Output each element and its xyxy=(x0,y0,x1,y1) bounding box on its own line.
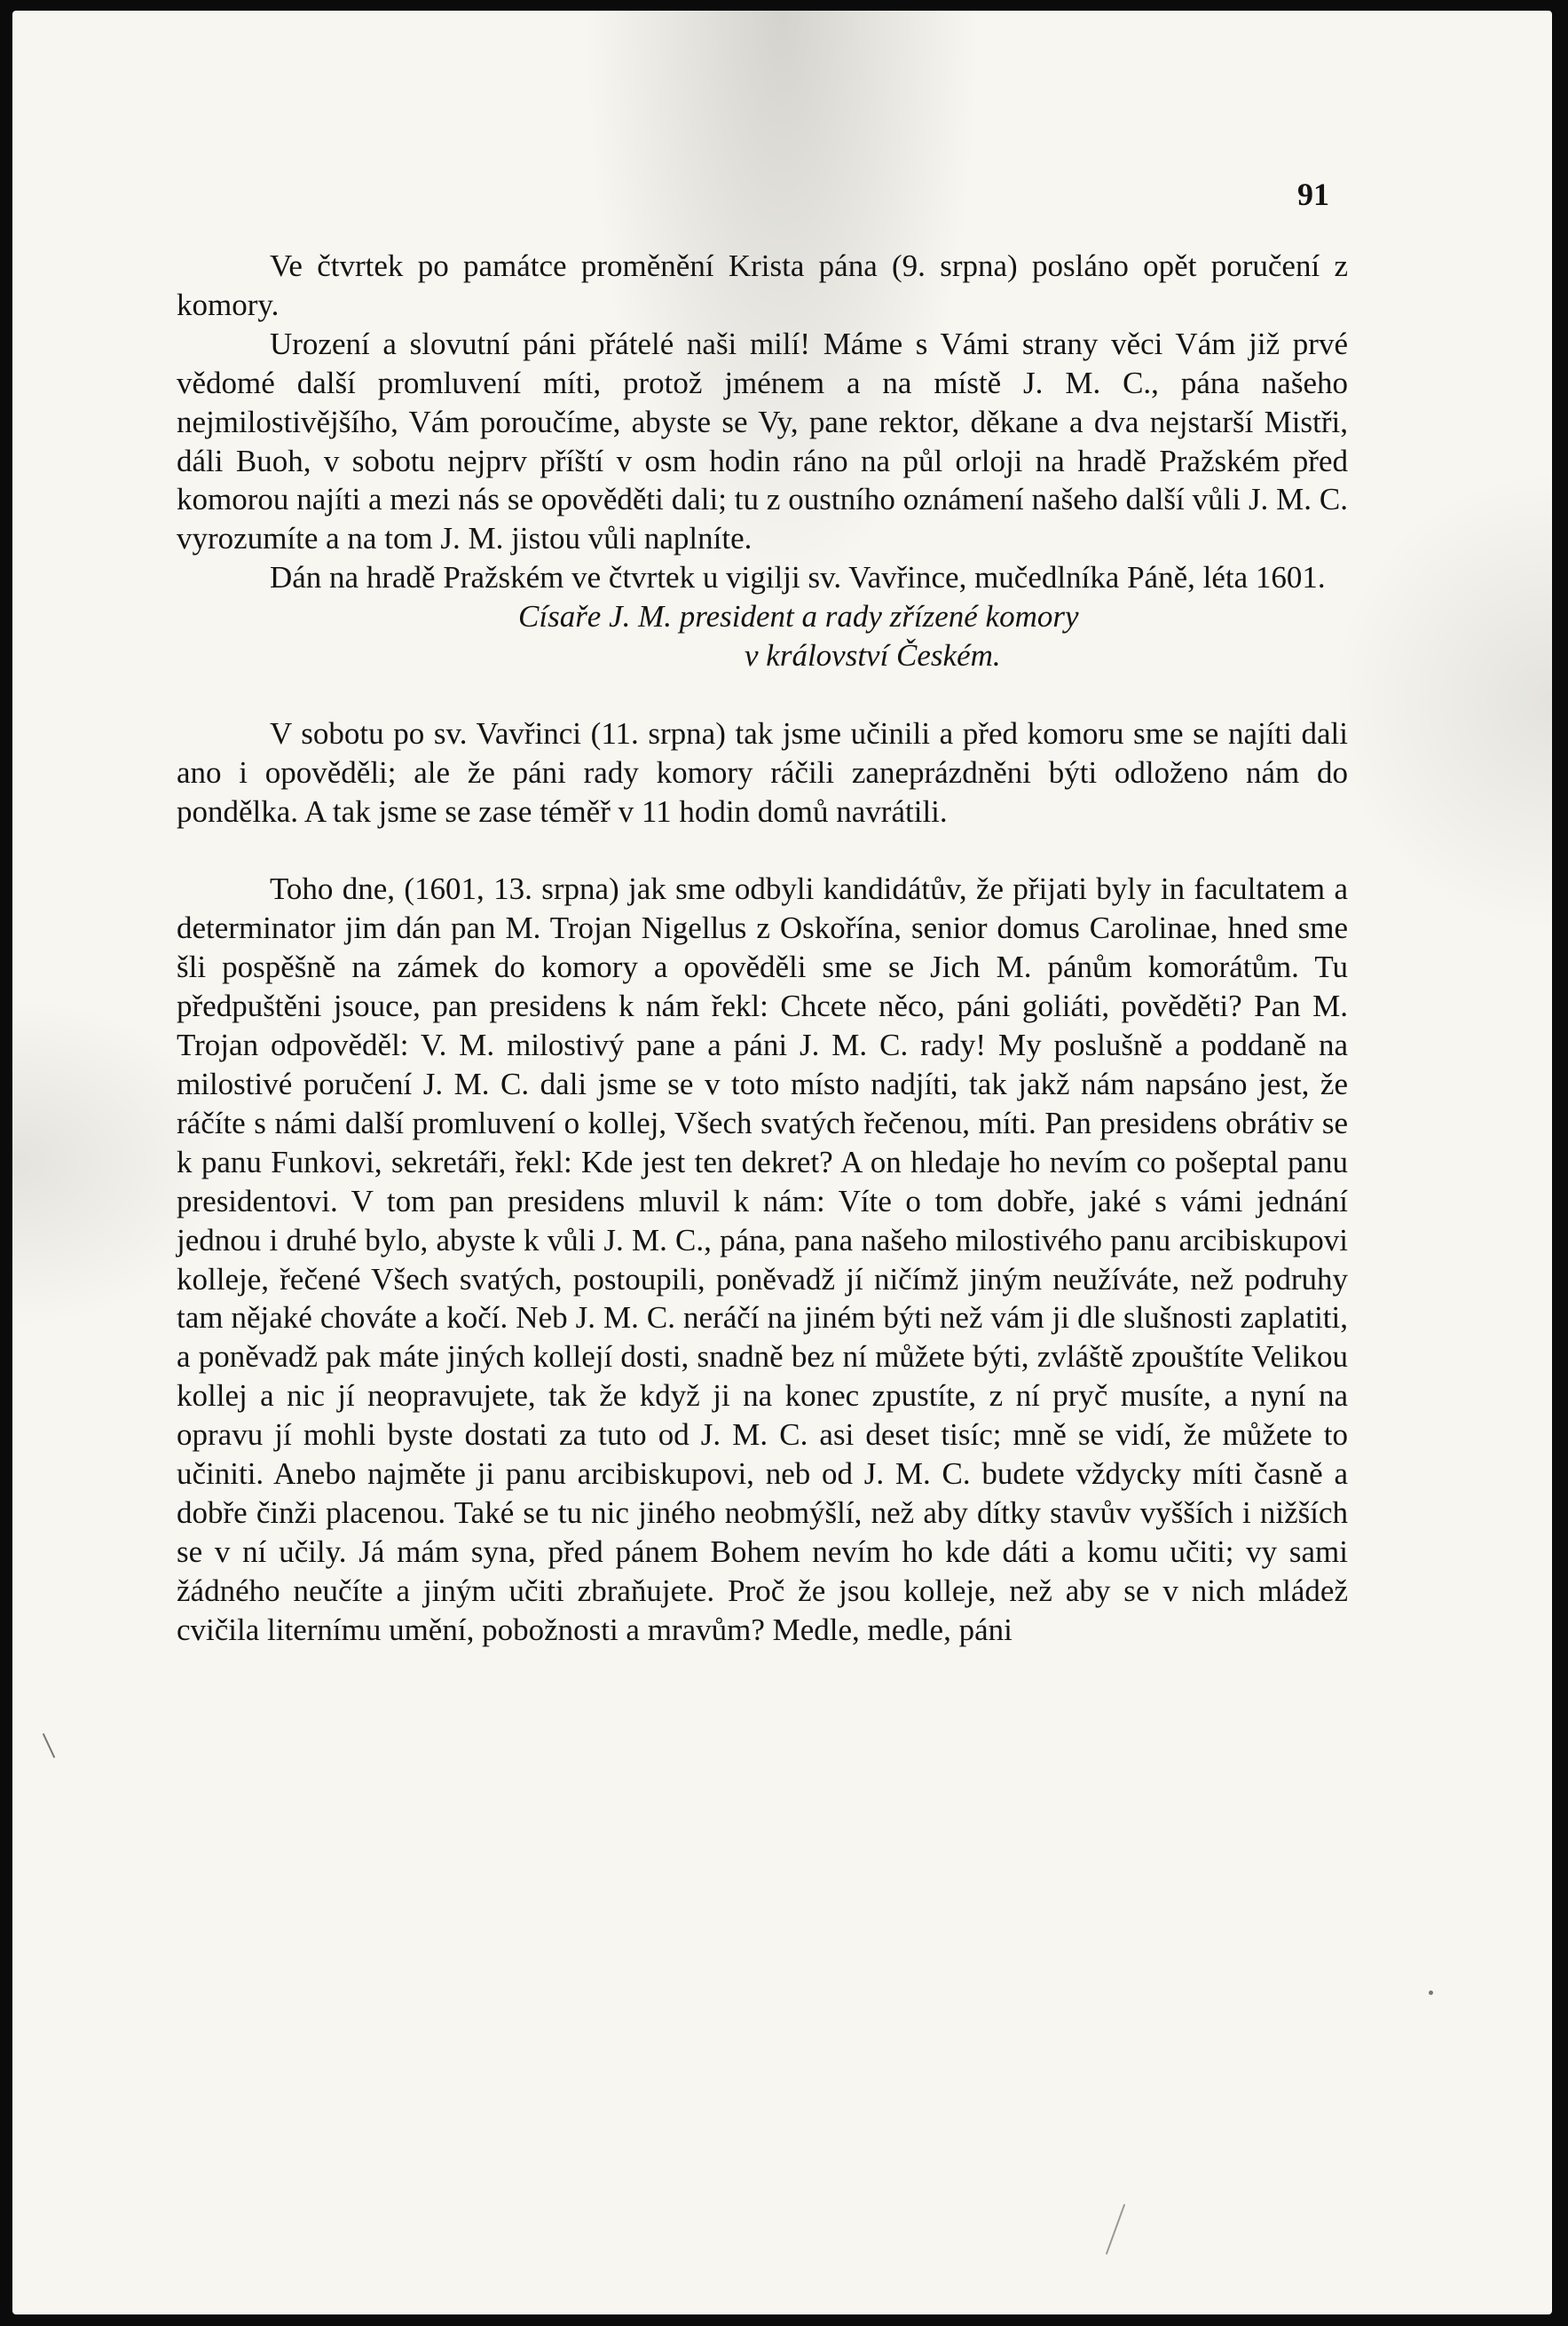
signature-line-2: v království Českém. xyxy=(745,638,1001,674)
page-number: 91 xyxy=(1297,177,1329,212)
page-body xyxy=(177,247,1348,1650)
paragraph-intro: Ve čtvrtek po památce proměnění Krista pána (9. srpna) posláno opět poručení z komory. xyxy=(177,248,1348,322)
signature-line-1: Císaře J. M. president a rady zřízené komory xyxy=(518,599,1079,635)
paragraph-saturday: V sobotu po sv. Vavřinci (11. srpna) tak jsme učinili a před komoru sme se najíti dali ano i opověděli; ale že páni rady komory ráčili zaneprázdněni býti odloženo nám do pondělka. A tak jsme se zase téměř v 11 hodin domů navrátili. xyxy=(177,715,1348,829)
book-page xyxy=(12,11,1552,2314)
margin-mark xyxy=(1106,2204,1125,2254)
paragraph-dated: Dán na hradě Pražském ve čtvrtek u vigilji sv. Vavřince, mučedlníka Páně, léta 1601. xyxy=(270,560,1326,595)
paragraph-same-day: Toho dne, (1601, 13. srpna) jak sme odbyli kandidátův, že přijati byly in facultatem a determinator jim dán pan M. Trojan Nigellus z Oskořína, senior domus Carolinae, hned sme šli pospěšně na zámek do komory a opověděli sme se Jich M. pánům komorátům. Tu předpuštěni jsouce, pan presidens k nám řekl: Chcete něco, páni goliáti, pověděti? Pan M. Trojan odpověděl: V. M. milostivý pane a páni J. M. C. rady! My poslušně a poddaně na milostivé poručení J. M. C. dali jsme se v toto místo nadjíti, tak jakž nám napsáno jest, že ráčíte s námi další promluvení o kollej, Všech svatých řečenou, míti. Pan presidens obrátiv se k panu Funkovi, sekretáři, řekl: Kde jest ten dekret? A on hledaje ho nevím co pošeptal panu presidentovi. V tom pan presidens mluvil k nám: Víte o tom dobře, jaké s vámi jednání jednou i druhé bylo, abyste k vůli J. M. C., pána, pana našeho milostivého panu arcibiskupovi kolleje, řečené Všech svatých, postoupili, poněvadž jí ničímž jiným neužíváte, než podruhy tam nějaké chováte a kočí. Neb J. M. C. neráčí na jiném býti než vám ji dle slušnosti zaplatiti, a poněvadž pak máte jiných kollejí dosti, snadně bez ní můžete býti, zvláště zpouštíte Velikou kollej a nic jí neopravujete, tak že když ji na konec zpustíte, z ní pryč musíte, a nyní na opravu jí mohli byste dostati za tuto od J. M. C. asi deset tisíc; mně se vidí, že můžete to učiniti. Anebo najměte ji panu arcibiskupovi, neb od J. M. C. budete vždycky míti časně a dobře činži placenou. Také se tu nic jiného neobmýšlí, než aby dítky stavův vyšších i nižších se v ní učily. Já mám syna, před pánem Bohem nevím ho kde dáti a komu učiti; vy sami žádného neučíte a jiným učiti zbraňujete. Proč že jsou kolleje, než aby se v nich mládež cvičila liternímu umění, pobožnosti a mravům? Medle, medle, páni xyxy=(177,871,1348,1647)
margin-mark xyxy=(43,1733,55,1758)
paragraph-letter: Urození a slovutní páni přátelé naši milí! Máme s Vámi strany věci Vám již prvé vědomé další promluvení míti, protož jménem a na místě J. M. C., pána našeho nejmilostivějšího, Vám poroučíme, abyste se Vy, pane rektor, děkane a dva nejstarší Mistři, dáli Buoh, v sobotu nejprv příští v osm hodin ráno na půl orloji na hradě Pražském před komorou najíti a mezi nás se opověděti dali; tu z oustního oznámení našeho další vůli J. M. C. vyrozumíte a na tom J. M. jistou vůli naplníte. xyxy=(177,326,1348,556)
margin-mark xyxy=(1429,1991,1433,1995)
